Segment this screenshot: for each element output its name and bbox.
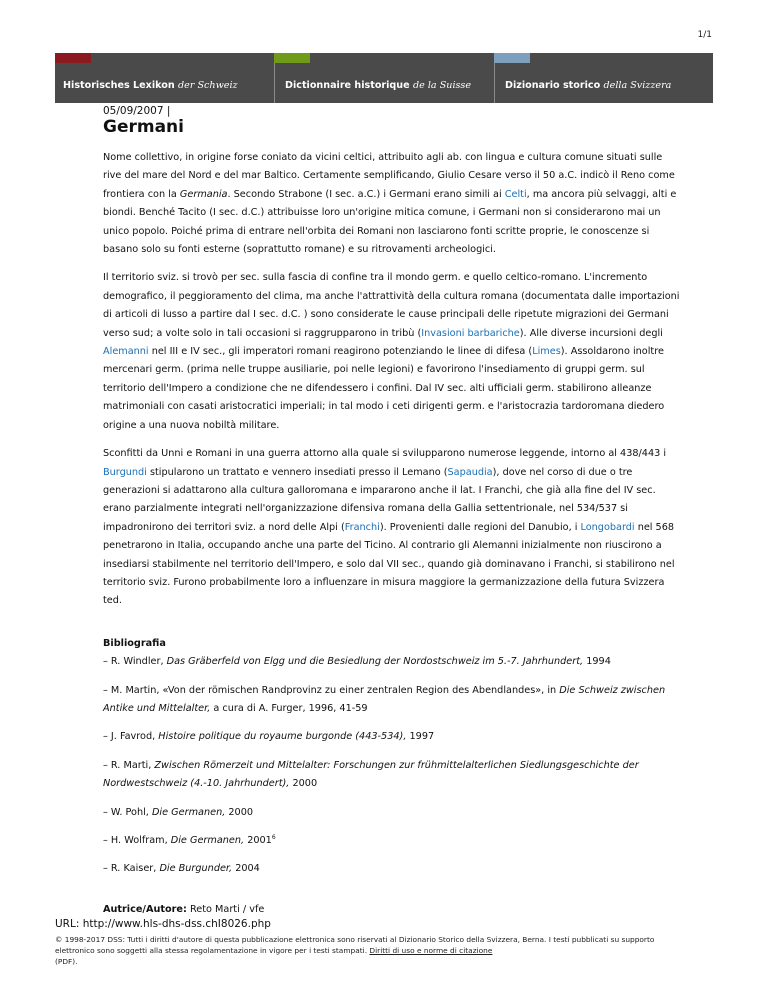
bibliography-item: – R. Kaiser, Die Burgunder, 2004	[103, 863, 260, 875]
link-franchi[interactable]: Franchi	[344, 521, 380, 533]
author-label: Autrice/Autore:	[103, 903, 187, 915]
copyright-notice: © 1998-2017 DSS: Tutti i diritti d'autore di questa pubblicazione elettronica sono riservati al Dizionario Storico della Svizzera, Berna. I testi pubblicati su supporto elettronico sono soggetti alla stessa regolamentazione in vigore per i testi stampati. Diritti di uso e norme di citazione (PDF).	[55, 935, 655, 966]
bibliography-heading: Bibliografia	[103, 637, 166, 649]
bibliography-item: – R. Windler, Das Gräberfeld von Elgg und die Besiedlung der Nordostschweiz im 5.-7. Jahrhundert, 1994	[103, 656, 611, 668]
paragraph-3: Sconfitti da Unni e Romani in una guerra attorno alla quale si svilupparono numerose leggende, intorno al 438/443 i Burgundi stipularono un trattato e vennero insediati presso il Lemano (Sapaudia), dove nel corso di due o tre generazioni si adattarono alla cultura galloromana e impararono anche il lat. I Franchi, che già alla fine del IV sec. erano parzialmente integrati nell'organizzazione difensiva romana della Gallia settentrionale, nel 534/537 si impadronirono dei territori sviz. a nord delle Alpi (Franchi). Provenienti dalle regioni del Danubio, i Longobardi nel 568 penetrarono in Italia, occupando anche una parte del Ticino. Al contrario gli Alemanni inizialmente non riuscirono a insediarsi stabilmente nel territorio dell'Impero, e solo dal VII sec., quando già dominavano i Franchi, si stabilirono nel territorio sviz. Furono probabilmente loro a influenzare in misura maggiore la germanizzazione della futura Svizzera ted.	[103, 448, 675, 607]
red-stripe	[55, 53, 91, 63]
banner-italian: Dizionario storico della Svizzera	[505, 80, 672, 91]
article-date: 05/09/2007 |	[103, 105, 171, 117]
bibliography-item: – H. Wolfram, Die Germanen, 2001$^6$	[103, 833, 276, 846]
usage-rights-link[interactable]: Diritti di uso e norme di citazione	[369, 946, 493, 955]
blue-stripe	[494, 53, 530, 63]
bibliography-item: – J. Favrod, Histoire politique du royaume burgonde (443-534), 1997	[103, 731, 435, 743]
link-alemanni[interactable]: Alemanni	[103, 346, 149, 358]
article-body	[103, 149, 683, 919]
paragraph-1: Nome collettivo, in origine forse coniato da vicini celtici, attribuito agli ab. con lingua e cultura comune situati sulle rive del mare del Nord e del mar Baltico. Certamente semplificando, Giulio Cesare verso il 50 a.C. indicò il Reno come frontiera con la Germania. Secondo Strabone (I sec. a.C.) i Germani erano simili ai Celti, ma ancora più selvaggi, alti e biondi. Benché Tacito (I sec. d.C.) attribuisse loro un'origine mitica comune, i Germani non si considerarono mai un unico popolo. Poiché prima di entrare nell'orbita dei Romani non lasciarono fonti scritte proprie, le conoscenze si basano solo su fonti esterne (soprattutto romane) e su ritrovamenti archeologici.	[103, 152, 677, 256]
bibliography-item: – R. Marti, Zwischen Römerzeit und Mittelalter: Forschungen zur frühmittelalterlichen Siedlungsgeschichte der Nordwestschweiz (4.-10. Jahrhundert), 2000	[103, 759, 639, 790]
bibliography-list	[103, 653, 683, 879]
green-stripe	[274, 53, 310, 63]
page-number: 1/1	[697, 30, 712, 40]
banner-french: Dictionnaire historique de la Suisse	[285, 80, 472, 91]
banner-german: Historisches Lexikon der Schweiz	[63, 80, 238, 91]
banner-divider	[494, 63, 495, 103]
link-celti[interactable]: Celti	[504, 188, 527, 200]
bibliography-item: – M. Martin, «Von der römischen Randprovinz zu einer zentralen Region des Abendlandes», in Die Schweiz zwischen Antike und Mittelalter, a cura di A. Furger, 1996, 41-59	[103, 684, 666, 714]
page-url[interactable]: URL: http://www.hls-dhs-dss.chI8026.php	[55, 918, 271, 930]
link-sapaudia[interactable]: Sapaudia	[447, 466, 493, 478]
author-line	[103, 901, 683, 919]
link-limes[interactable]: Limes	[532, 346, 561, 358]
paragraph-2: Il territorio sviz. si trovò per sec. sulla fascia di confine tra il mondo germ. e quello celtico-romano. L'incremento demografico, il peggioramento del clima, ma anche l'attrattività della cultura romana (documentata dalle importazioni di articoli di lusso a partire dal I sec. d.C. ) sono considerate le cause principali delle ripetute migrazioni dei Germani verso sud; a volte solo in tali occasioni si raggrupparono in tribù (Invasioni barbariche). Alle diverse incursioni degli Alemanni nel III e IV sec., gli imperatori romani reagirono potenziando le linee di difesa (Limes). Assoldarono inoltre mercenari germ. (prima nelle truppe ausiliarie, poi nelle legioni) e favorirono l'insediamento di gruppi germ. sul territorio dell'Impero a condizione che ne difendessero i confini. Dal IV sec. alti ufficiali germ. stabilirono alleanze matrimoniali con casati aristocratici imperiali; in tal modo i ceti dirigenti germ. e l'aristocrazia tardoromana diedero origine a una nuova nobiltà militare.	[103, 272, 680, 431]
author-value: Reto Marti / vfe	[186, 903, 265, 915]
link-invasioni-barbariche[interactable]: Invasioni barbariche	[421, 327, 520, 339]
bibliography-item: – W. Pohl, Die Germanen, 2000	[103, 806, 254, 818]
hls-banner[interactable]	[55, 53, 713, 103]
banner-divider	[274, 63, 275, 103]
article-title: Germani	[103, 117, 184, 137]
edition-superscript: 6	[271, 833, 276, 841]
link-burgundi[interactable]: Burgundi	[103, 466, 147, 478]
link-longobardi[interactable]: Longobardi	[580, 521, 635, 533]
